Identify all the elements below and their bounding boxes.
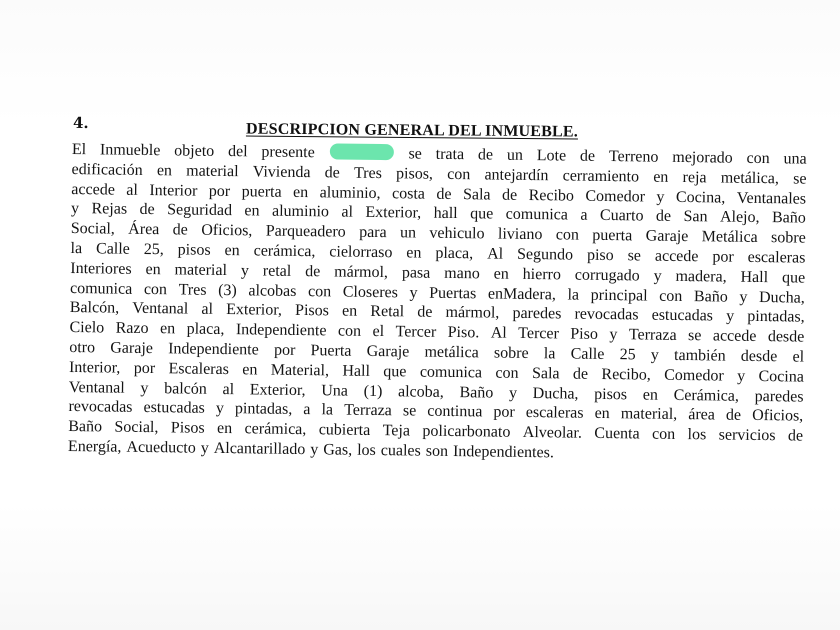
word: Calle — [570, 345, 605, 363]
word: y — [726, 307, 735, 326]
word: Ducha, — [758, 288, 805, 307]
word: alcobas — [248, 281, 297, 300]
word: Al — [487, 245, 504, 263]
word: Parqueadero — [265, 222, 346, 241]
word: pintadas, — [747, 308, 805, 326]
word: con — [337, 322, 362, 340]
word: con — [447, 165, 471, 184]
word: Independientes. — [452, 442, 554, 462]
word: Ducha, — [532, 384, 579, 403]
word: sobre — [770, 229, 806, 247]
word: desde — [740, 347, 778, 366]
word: Comedor — [664, 366, 724, 385]
word: un — [506, 146, 524, 164]
word: con — [651, 425, 676, 444]
word: aluminio, — [319, 183, 381, 202]
word: de — [172, 221, 188, 239]
word: hall — [433, 205, 458, 223]
word: pisos — [594, 385, 628, 403]
word: y — [215, 400, 225, 418]
word: placa, — [186, 320, 225, 339]
word: con — [746, 149, 770, 168]
word: Puertas — [429, 284, 477, 302]
word: se — [627, 247, 642, 265]
word: escaleras — [747, 248, 806, 267]
word: edificación — [71, 160, 143, 179]
word: enMadera, — [487, 285, 557, 303]
word: por — [208, 182, 231, 200]
word: puerta — [241, 182, 282, 201]
word: en — [406, 244, 422, 262]
word: de — [477, 146, 494, 164]
word: Baño — [68, 418, 103, 436]
word: una — [783, 150, 807, 168]
word: en — [242, 361, 258, 379]
word: comunica — [505, 206, 569, 224]
word: Alveolar. — [522, 424, 583, 442]
word: revocadas — [574, 305, 639, 324]
word: en — [594, 405, 610, 423]
word: mármol, — [334, 263, 389, 281]
word: se — [687, 327, 702, 345]
word: con — [143, 280, 168, 298]
word: Oficios, — [752, 407, 804, 425]
section-title: DESCRIPCION GENERAL DEL INMUEBLE. — [245, 120, 579, 141]
word: madera, — [675, 267, 727, 286]
word: un — [399, 224, 417, 242]
word: a — [303, 401, 311, 419]
word: Interior, — [68, 358, 121, 377]
word: objeto — [174, 142, 215, 160]
word: Escaleras — [168, 360, 230, 378]
word: Tercer — [395, 323, 437, 341]
word: presente — [261, 143, 315, 162]
word: Gas, — [323, 441, 353, 459]
word: Tercer — [518, 325, 559, 343]
word: a — [580, 207, 588, 225]
word: la — [321, 401, 334, 419]
word: aluminio — [271, 203, 330, 221]
word: se — [408, 145, 422, 163]
word: San — [683, 208, 708, 226]
word: con — [307, 282, 332, 300]
word: hierro — [522, 265, 562, 284]
word: de — [655, 208, 672, 226]
word: Terraza — [344, 401, 392, 420]
word: Puerta — [310, 342, 352, 360]
word: en — [341, 302, 358, 321]
word: mejorado — [672, 148, 733, 167]
word: piso — [586, 246, 614, 265]
word: balcón — [164, 379, 207, 398]
word: y — [310, 441, 319, 459]
word: Metálica — [701, 228, 758, 247]
word: Terreno — [608, 148, 659, 166]
word: corrugado — [574, 266, 640, 285]
word: Closeres — [342, 283, 399, 301]
word: cerramiento — [562, 167, 640, 186]
word: pisos, — [395, 165, 434, 183]
word: se — [793, 170, 807, 188]
word: Rejas — [91, 200, 128, 219]
word: y — [240, 262, 250, 280]
word: Recibo — [528, 186, 575, 205]
word: Vivienda — [252, 163, 311, 181]
word: pasa — [401, 264, 431, 282]
word: material — [174, 261, 228, 279]
word: Oficios, — [201, 221, 253, 240]
word: Material, — [270, 361, 330, 380]
word: 25 — [619, 346, 636, 364]
word: y — [650, 346, 659, 364]
word: que — [470, 205, 494, 223]
word: en — [159, 320, 176, 338]
word: vehiculo — [429, 224, 485, 243]
word: de — [305, 262, 321, 281]
word: 25, — [143, 240, 164, 259]
word: Cocina — [758, 367, 804, 386]
word: y — [508, 384, 518, 402]
word: Tres — [178, 280, 207, 299]
word: Exterior, — [249, 380, 306, 399]
word: revocadas — [68, 398, 133, 417]
word: Ventanal — [132, 300, 189, 318]
word: por — [493, 403, 515, 422]
redaction-mark — [330, 143, 394, 160]
word: de — [787, 427, 804, 445]
word: por — [133, 359, 156, 377]
word: de — [324, 164, 340, 182]
word: y — [609, 326, 618, 344]
word: se — [402, 402, 417, 420]
section-number: 4. — [72, 113, 89, 133]
word: Independiente — [235, 321, 327, 340]
word: Terraza — [628, 326, 677, 345]
word: el — [792, 348, 805, 366]
word: puerta — [592, 227, 633, 245]
word: en — [293, 183, 309, 201]
word: El — [71, 140, 87, 159]
word: sobre — [493, 344, 529, 362]
word: y — [140, 379, 149, 397]
word: para — [359, 223, 387, 242]
word: accede — [712, 327, 757, 346]
word: paredes — [512, 305, 562, 323]
word: (1) — [363, 382, 383, 400]
word: con — [555, 226, 580, 244]
word: pisos — [177, 241, 211, 259]
word: Una — [321, 381, 349, 400]
word: que — [383, 362, 407, 381]
word: comunica — [419, 363, 483, 382]
word: cielorraso — [329, 243, 393, 262]
word: en — [145, 260, 161, 278]
word: Garaje — [366, 342, 410, 361]
word: en — [244, 202, 260, 220]
word: cubierta — [318, 421, 371, 440]
word: Piso. — [447, 324, 480, 342]
word: Al — [490, 324, 507, 342]
word: metálica — [424, 343, 479, 362]
word: Alejo, — [719, 208, 760, 227]
word: continua — [427, 403, 483, 421]
word: en — [156, 161, 173, 180]
word: Comedor — [585, 187, 646, 206]
word: Hall — [740, 268, 769, 286]
word: y — [653, 267, 662, 285]
word: metálica, — [720, 169, 780, 188]
word: por — [712, 248, 734, 266]
word: y — [70, 200, 80, 218]
word: Baño — [693, 287, 728, 306]
word: los — [687, 426, 707, 444]
word: estucadas — [651, 306, 714, 325]
word: Acueducto — [126, 438, 196, 457]
word: Sala — [462, 185, 491, 204]
word: área — [688, 406, 716, 424]
word: Cerámica, — [673, 386, 740, 405]
word: material — [186, 162, 239, 180]
word: comunica — [69, 279, 133, 298]
word: el — [372, 323, 385, 341]
word: Área — [128, 220, 160, 239]
word: Balcón, — [69, 299, 120, 318]
word: de — [572, 365, 589, 383]
word: Cocina, — [675, 188, 726, 207]
word: en — [653, 168, 669, 186]
word: la — [567, 286, 580, 304]
word: y — [737, 367, 746, 385]
word: y — [409, 284, 418, 302]
word: por — [273, 341, 296, 359]
word: Lote — [536, 147, 567, 165]
word: costa — [391, 184, 426, 203]
word: desde — [767, 328, 805, 346]
word: Inmueble — [99, 141, 161, 160]
word: Cuenta — [594, 425, 640, 443]
description-paragraph — [68, 140, 807, 466]
word: Teja — [382, 422, 411, 440]
word: Razo — [115, 319, 149, 338]
word: en — [216, 420, 233, 438]
word: del — [227, 143, 248, 161]
word: con — [495, 364, 519, 382]
word: en — [493, 265, 509, 283]
word: Piso — [570, 325, 599, 344]
word: en — [642, 386, 659, 404]
word: Exterior, — [365, 204, 422, 222]
word: Segundo — [516, 245, 574, 264]
word: de — [725, 406, 742, 425]
word: Interiores — [70, 259, 132, 278]
word: los — [357, 441, 376, 459]
word: Pisos — [170, 419, 205, 437]
word: cerámica, — [244, 420, 307, 439]
word: antejardín — [484, 166, 549, 185]
word: al — [222, 380, 235, 398]
word: cerámica, — [253, 242, 316, 261]
word: Alcantarillado — [213, 439, 306, 459]
word: de — [579, 147, 596, 165]
word: cuales — [380, 442, 421, 460]
word: Energía, — [67, 437, 122, 456]
word: Cuarto — [599, 207, 644, 225]
word: y — [200, 439, 209, 457]
word: también — [673, 346, 726, 365]
word: con — [659, 287, 683, 305]
word: placa, — [435, 244, 474, 263]
word: en — [224, 241, 240, 260]
word: la — [543, 345, 556, 363]
word: Retal — [370, 303, 405, 321]
word: accede — [71, 180, 115, 199]
word: otro — [69, 338, 96, 357]
word: de — [417, 303, 433, 322]
word: Ventanal — [68, 378, 125, 397]
word: Exterior, — [226, 301, 283, 320]
word: pintadas, — [234, 400, 293, 419]
word: liviano — [497, 225, 543, 244]
word: paredes — [754, 387, 804, 406]
word: Calle — [95, 240, 130, 258]
word: al — [201, 301, 214, 319]
word: estucadas — [143, 399, 205, 418]
word: Independiente — [168, 340, 259, 359]
word: Garaje — [645, 227, 689, 246]
word: mano — [444, 264, 480, 283]
word: retal — [262, 262, 292, 280]
word: la — [70, 239, 83, 258]
word: accede — [654, 247, 699, 266]
word: escaleras — [525, 404, 584, 423]
word: Garaje — [110, 339, 154, 358]
word: principal — [590, 286, 648, 305]
word: material, — [620, 405, 678, 424]
word: Seguridad — [167, 201, 233, 220]
word: Hall — [342, 362, 371, 380]
word: Recibo, — [601, 365, 651, 384]
word: Pisos — [295, 302, 330, 320]
word: Cielo — [69, 319, 105, 337]
word: son — [425, 442, 449, 460]
word: Ventanales — [736, 189, 807, 208]
word: Baño — [459, 383, 494, 402]
word: al — [126, 181, 139, 199]
word: Social, — [70, 220, 115, 238]
word: de — [139, 201, 155, 219]
word: (3) — [218, 281, 237, 299]
word: reja — [682, 168, 707, 187]
word: Interior — [149, 181, 198, 200]
word: de — [501, 186, 518, 204]
word: Sala — [531, 364, 560, 383]
word: y — [739, 288, 748, 306]
word: policarbonato — [422, 422, 511, 441]
word: trata — [435, 145, 465, 164]
word: alcoba, — [397, 382, 444, 401]
word: Baño — [771, 209, 806, 228]
word: al — [341, 203, 354, 222]
word: que — [781, 269, 806, 287]
word: mármol, — [445, 304, 500, 322]
word: y — [656, 188, 665, 206]
word: Social, — [114, 418, 159, 437]
word: servicios — [718, 426, 776, 445]
word: Tres — [353, 164, 382, 182]
word: de — [436, 185, 452, 203]
